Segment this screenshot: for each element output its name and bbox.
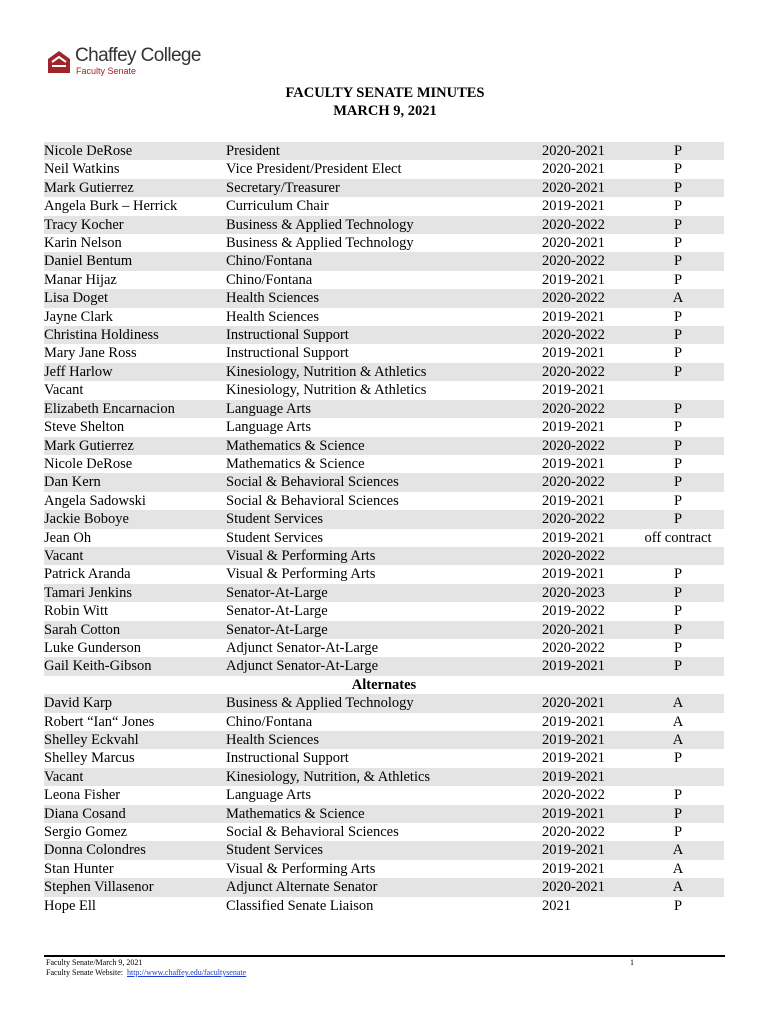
- member-term: 2020-2022: [542, 787, 605, 804]
- member-position: Business & Applied Technology: [226, 694, 542, 712]
- member-position: Instructional Support: [226, 326, 542, 344]
- alternate-row: [44, 749, 724, 767]
- alternates-heading: Alternates: [351, 676, 417, 693]
- member-attendance: off contract: [644, 529, 712, 546]
- member-position: Social & Behavioral Sciences: [226, 824, 399, 841]
- member-term: 2019-2021: [542, 492, 605, 509]
- member-attendance: P: [673, 750, 683, 767]
- alternate-row: [44, 805, 724, 823]
- member-name: Lisa Doget: [44, 289, 226, 307]
- member-position: Senator-At-Large: [226, 584, 542, 602]
- senator-row: [44, 547, 724, 565]
- member-term: 2020-2022: [542, 326, 632, 344]
- member-attendance: A: [632, 289, 724, 307]
- member-term: 2019-2021: [542, 768, 632, 786]
- member-position: Adjunct Alternate Senator: [226, 878, 542, 896]
- member-position: Adjunct Senator-At-Large: [226, 657, 542, 675]
- member-attendance: P: [632, 142, 724, 160]
- member-term: 2020-2022: [542, 639, 605, 656]
- member-term: 2020-2022: [542, 216, 632, 234]
- senators-section: [44, 142, 724, 676]
- senator-row: [44, 308, 724, 326]
- alternate-row: [44, 878, 724, 896]
- senator-row: [44, 657, 724, 675]
- member-term: 2020-2022: [542, 473, 632, 491]
- member-position: Vice President/President Elect: [226, 161, 402, 178]
- member-name: Sarah Cotton: [44, 621, 226, 639]
- member-position: Chino/Fontana: [226, 271, 313, 288]
- member-name: Karin Nelson: [44, 235, 122, 252]
- member-name: Steve Shelton: [44, 419, 125, 436]
- member-position: Business & Applied Technology: [226, 216, 542, 234]
- senator-row: [44, 381, 724, 399]
- member-term: 2020-2022: [542, 400, 632, 418]
- member-position: Health Sciences: [226, 289, 542, 307]
- member-position: Adjunct Senator-At-Large: [226, 639, 379, 656]
- member-attendance: P: [632, 657, 724, 675]
- member-term: 2019-2021: [542, 308, 605, 325]
- member-position: Instructional Support: [226, 345, 349, 362]
- member-position: Mathematics & Science: [226, 437, 542, 455]
- member-name: Angela Burk – Herrick: [44, 198, 178, 215]
- member-name: Jeff Harlow: [44, 363, 226, 381]
- alternates-heading-row: [44, 676, 724, 694]
- member-name: Gail Keith-Gibson: [44, 657, 226, 675]
- alternates-section: [44, 694, 724, 915]
- member-term: 2020-2022: [542, 252, 632, 270]
- member-name: Neil Watkins: [44, 161, 120, 178]
- schoolhouse-logo-icon: [47, 50, 71, 74]
- member-term: 2020-2022: [542, 824, 605, 841]
- logo-subtitle: Faculty Senate: [76, 66, 137, 76]
- member-position: Kinesiology, Nutrition, & Athletics: [226, 768, 542, 786]
- senator-row: [44, 326, 724, 344]
- member-position: Visual & Performing Arts: [226, 547, 542, 565]
- attendance-table: [44, 142, 724, 915]
- member-name: Dan Kern: [44, 473, 226, 491]
- senator-row: [44, 602, 724, 620]
- member-term: 2020-2021: [542, 179, 632, 197]
- member-attendance: P: [673, 566, 683, 583]
- member-name: Donna Colondres: [44, 841, 226, 859]
- member-position: Social & Behavioral Sciences: [226, 492, 399, 509]
- member-term: 2019-2021: [542, 657, 632, 675]
- alternate-row: [44, 731, 724, 749]
- page-number: 1: [630, 958, 634, 967]
- member-position: Language Arts: [226, 787, 311, 804]
- alternate-row: [44, 786, 724, 804]
- member-attendance: P: [673, 161, 683, 178]
- senator-row: [44, 400, 724, 418]
- member-term: 2019-2021: [542, 713, 605, 730]
- senator-row: [44, 363, 724, 381]
- senator-row: [44, 197, 724, 215]
- member-term: 2020-2021: [542, 694, 632, 712]
- member-attendance: P: [673, 419, 683, 436]
- member-position: Chino/Fontana: [226, 252, 542, 270]
- member-name: Nicole DeRose: [44, 142, 226, 160]
- member-term: 2019-2022: [542, 603, 605, 620]
- member-position: Secretary/Treasurer: [226, 179, 542, 197]
- member-attendance: P: [673, 455, 683, 472]
- member-attendance: P: [632, 805, 724, 823]
- footer-website-label: Faculty Senate Website:: [46, 968, 123, 977]
- alternates-heading-section: [44, 676, 724, 694]
- member-position: Health Sciences: [226, 308, 320, 325]
- member-attendance: P: [632, 510, 724, 528]
- footer: [46, 958, 246, 978]
- member-position: Health Sciences: [226, 731, 542, 749]
- member-name: Hope Ell: [44, 897, 96, 914]
- senator-row: [44, 473, 724, 491]
- title-line-1: FACULTY SENATE MINUTES: [285, 85, 485, 101]
- member-attendance: A: [632, 841, 724, 859]
- member-position: Student Services: [226, 510, 542, 528]
- member-term: 2020-2021: [542, 161, 605, 178]
- footer-divider: [44, 955, 725, 957]
- member-name: Manar Hijaz: [44, 271, 117, 288]
- footer-website-link[interactable]: http://www.chaffey.edu/facultysenate: [126, 968, 247, 977]
- member-attendance: P: [632, 216, 724, 234]
- footer-date: Faculty Senate/March 9, 2021: [46, 958, 143, 967]
- member-term: 2019-2021: [542, 529, 605, 546]
- member-attendance: P: [673, 639, 683, 656]
- member-term: 2020-2023: [542, 584, 632, 602]
- member-position: Classified Senate Liaison: [226, 897, 374, 914]
- member-attendance: P: [673, 345, 683, 362]
- member-position: Chino/Fontana: [226, 713, 313, 730]
- alternate-row: [44, 860, 724, 878]
- member-attendance: P: [673, 235, 683, 252]
- member-term: 2020-2022: [542, 547, 632, 565]
- member-attendance: P: [632, 584, 724, 602]
- member-name: Jean Oh: [44, 529, 92, 546]
- member-term: 2020-2022: [542, 363, 632, 381]
- member-name: Mark Gutierrez: [44, 437, 226, 455]
- member-term: 2019-2021: [542, 419, 605, 436]
- footer-website-line: [46, 968, 246, 978]
- member-position: Instructional Support: [226, 750, 349, 767]
- member-position: Language Arts: [226, 419, 311, 436]
- member-attendance: P: [632, 363, 724, 381]
- logo-college-name: Chaffey College: [75, 45, 201, 66]
- member-position: Senator-At-Large: [226, 621, 542, 639]
- member-attendance: P: [673, 897, 683, 914]
- member-term: 2019-2021: [542, 566, 605, 583]
- member-attendance: P: [632, 400, 724, 418]
- member-name: Vacant: [44, 547, 226, 565]
- senator-row: [44, 216, 724, 234]
- senator-row: [44, 418, 724, 436]
- senator-row: [44, 160, 724, 178]
- member-position: Social & Behavioral Sciences: [226, 473, 542, 491]
- member-position: Kinesiology, Nutrition & Athletics: [226, 382, 427, 399]
- member-name: Vacant: [44, 382, 84, 399]
- member-attendance: P: [673, 271, 683, 288]
- senator-row: [44, 252, 724, 270]
- member-term: 2019-2021: [542, 731, 632, 749]
- senator-row: [44, 289, 724, 307]
- member-position: Language Arts: [226, 400, 542, 418]
- member-name: Christina Holdiness: [44, 326, 226, 344]
- member-name: Vacant: [44, 768, 226, 786]
- senator-row: [44, 529, 724, 547]
- senator-row: [44, 142, 724, 160]
- member-name: Nicole DeRose: [44, 455, 133, 472]
- member-term: 2019-2021: [542, 382, 605, 399]
- member-position: Business & Applied Technology: [226, 235, 414, 252]
- member-name: Sergio Gomez: [44, 824, 128, 841]
- alternate-row: [44, 694, 724, 712]
- member-attendance: A: [672, 713, 684, 730]
- senator-row: [44, 584, 724, 602]
- document-title: [0, 84, 770, 120]
- member-position: Mathematics & Science: [226, 455, 365, 472]
- member-attendance: A: [672, 860, 684, 877]
- member-term: 2019-2021: [542, 271, 605, 288]
- member-attendance: P: [632, 326, 724, 344]
- member-name: Tracy Kocher: [44, 216, 226, 234]
- member-position: Senator-At-Large: [226, 603, 328, 620]
- member-name: Shelley Marcus: [44, 750, 135, 767]
- member-name: Patrick Aranda: [44, 566, 131, 583]
- member-position: Student Services: [226, 529, 324, 546]
- member-name: Diana Cosand: [44, 805, 226, 823]
- member-term: 2019-2021: [542, 455, 605, 472]
- member-attendance: A: [632, 731, 724, 749]
- member-attendance: [632, 547, 724, 565]
- member-name: Mary Jane Ross: [44, 345, 137, 362]
- senator-row: [44, 492, 724, 510]
- member-term: 2020-2021: [542, 621, 632, 639]
- senator-row: [44, 437, 724, 455]
- member-attendance: A: [632, 694, 724, 712]
- member-attendance: P: [673, 492, 683, 509]
- member-position: President: [226, 142, 542, 160]
- member-attendance: P: [632, 473, 724, 491]
- member-attendance: P: [673, 824, 683, 841]
- member-attendance: A: [632, 878, 724, 896]
- member-name: Angela Sadowski: [44, 492, 146, 509]
- alternate-row: [44, 897, 724, 915]
- member-name: Tamari Jenkins: [44, 584, 226, 602]
- member-attendance: P: [673, 308, 683, 325]
- senator-row: [44, 234, 724, 252]
- member-position: Student Services: [226, 841, 542, 859]
- senator-row: [44, 510, 724, 528]
- member-term: 2020-2022: [542, 289, 632, 307]
- member-position: Visual & Performing Arts: [226, 566, 376, 583]
- member-name: Robert “Ian“ Jones: [44, 713, 155, 730]
- member-name: Robin Witt: [44, 603, 109, 620]
- member-position: Kinesiology, Nutrition & Athletics: [226, 363, 542, 381]
- member-attendance: P: [673, 603, 683, 620]
- member-name: Luke Gunderson: [44, 639, 142, 656]
- member-name: Leona Fisher: [44, 787, 121, 804]
- senator-row: [44, 271, 724, 289]
- senator-row: [44, 179, 724, 197]
- senator-row: [44, 565, 724, 583]
- member-attendance: P: [632, 437, 724, 455]
- member-term: 2019-2021: [542, 345, 605, 362]
- member-attendance: [632, 768, 724, 786]
- member-term: 2020-2021: [542, 878, 632, 896]
- member-term: 2019-2021: [542, 805, 632, 823]
- member-name: Shelley Eckvahl: [44, 731, 226, 749]
- senator-row: [44, 455, 724, 473]
- member-position: Mathematics & Science: [226, 805, 542, 823]
- member-name: Stephen Villasenor: [44, 878, 226, 896]
- member-attendance: P: [632, 179, 724, 197]
- member-attendance: P: [632, 621, 724, 639]
- member-name: Stan Hunter: [44, 860, 114, 877]
- member-term: 2020-2022: [542, 510, 632, 528]
- member-attendance: P: [632, 252, 724, 270]
- alternate-row: [44, 713, 724, 731]
- member-name: Daniel Bentum: [44, 252, 226, 270]
- member-name: Mark Gutierrez: [44, 179, 226, 197]
- alternate-row: [44, 768, 724, 786]
- member-term: 2021: [542, 897, 571, 914]
- member-name: Elizabeth Encarnacion: [44, 400, 226, 418]
- member-term: 2019-2021: [542, 841, 632, 859]
- member-term: 2020-2021: [542, 142, 632, 160]
- member-position: Curriculum Chair: [226, 198, 329, 215]
- member-position: Visual & Performing Arts: [226, 860, 376, 877]
- member-term: 2020-2022: [542, 437, 632, 455]
- member-attendance: P: [673, 787, 683, 804]
- alternate-row: [44, 823, 724, 841]
- member-name: Jackie Boboye: [44, 510, 226, 528]
- member-term: 2020-2021: [542, 235, 605, 252]
- member-name: Jayne Clark: [44, 308, 113, 325]
- member-term: 2019-2021: [542, 198, 605, 215]
- title-line-2: MARCH 9, 2021: [333, 103, 437, 119]
- member-term: 2019-2021: [542, 860, 605, 877]
- senator-row: [44, 639, 724, 657]
- senator-row: [44, 621, 724, 639]
- member-attendance: P: [673, 198, 683, 215]
- member-name: David Karp: [44, 694, 226, 712]
- chaffey-college-logo: [47, 46, 201, 77]
- alternate-row: [44, 841, 724, 859]
- member-attendance: [632, 381, 724, 399]
- senator-row: [44, 344, 724, 362]
- member-term: 2019-2021: [542, 750, 605, 767]
